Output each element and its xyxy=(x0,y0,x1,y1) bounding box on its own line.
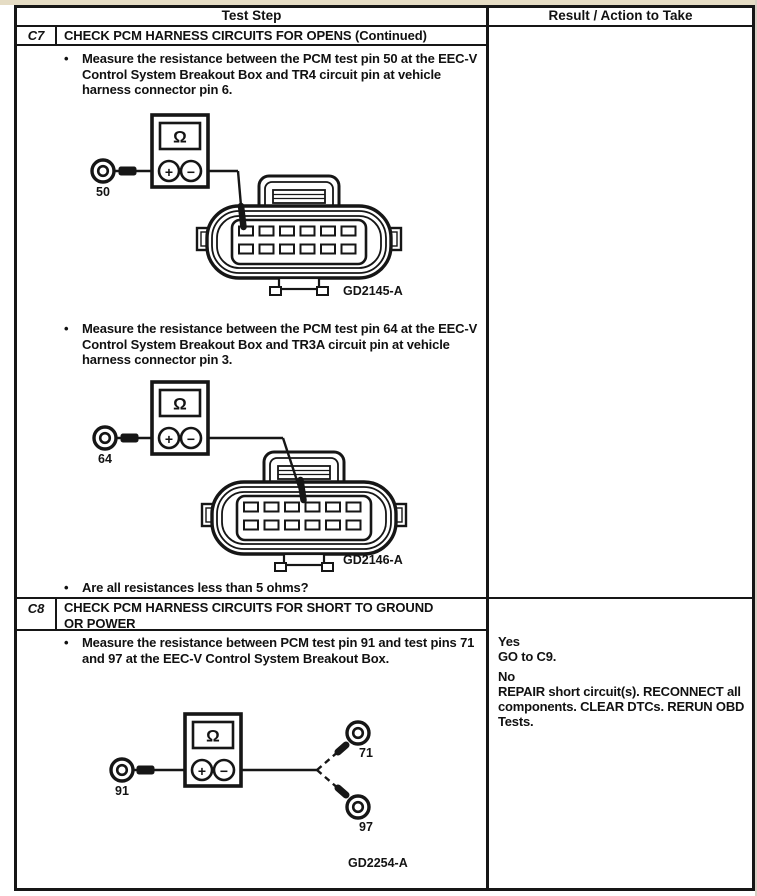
result-no-label: No xyxy=(498,669,515,684)
column-header-result-action: Result / Action to Take xyxy=(548,8,693,23)
ring-terminal-icon xyxy=(347,722,369,744)
ring-terminal-icon xyxy=(111,759,133,781)
result-yes-label: Yes xyxy=(498,634,520,649)
bullet-marker: • xyxy=(64,635,69,650)
pin-label-91: 91 xyxy=(115,784,129,798)
figure-gd2145 xyxy=(75,112,465,302)
pin-label-50: 50 xyxy=(96,185,110,199)
probe-handle xyxy=(121,434,138,442)
ring-terminal-icon xyxy=(94,427,116,449)
probe-tip xyxy=(301,480,304,500)
step-c7-bullet-1: Measure the resistance between the PCM test pin 50 at the EEC-V Control System Breakout Box and TR4 circuit pin at vehicle harness connector pin 6. xyxy=(82,51,478,97)
multimeter-icon xyxy=(152,382,208,454)
figure-id-label: GD2254-A xyxy=(348,856,408,870)
figure-gd2146 xyxy=(75,380,465,572)
probe-handle xyxy=(137,766,154,774)
table-border-bottom xyxy=(14,888,755,891)
pin-label-97: 97 xyxy=(359,820,373,834)
column-divider xyxy=(486,5,489,891)
probe-tip xyxy=(241,206,244,227)
figure-id-label: GD2146-A xyxy=(343,553,403,567)
figure-id-label: GD2145-A xyxy=(343,284,403,298)
step-c8-id: C8 xyxy=(27,601,45,616)
column-header-test-step: Test Step xyxy=(221,8,282,23)
step-c7-title: CHECK PCM HARNESS CIRCUITS FOR OPENS (Continued) xyxy=(64,28,427,43)
pin-label-64: 64 xyxy=(98,452,112,466)
step-c8-id-divider xyxy=(55,597,57,631)
bullet-marker: • xyxy=(64,321,69,336)
harness-connector-icon xyxy=(197,176,401,295)
step-c8-top-border xyxy=(14,597,755,599)
table-border-left xyxy=(14,5,17,891)
pin-label-71: 71 xyxy=(359,746,373,760)
figure-gd2254 xyxy=(75,705,465,877)
header-underline xyxy=(14,25,755,27)
multimeter-icon xyxy=(185,714,241,786)
step-c8-result-cell xyxy=(498,634,754,729)
bullet-marker: • xyxy=(64,580,69,595)
ring-terminal-icon xyxy=(92,160,114,182)
step-c8-bullet-1: Measure the resistance between PCM test pin 91 and test pins 71 and 97 at the EEC-V Control System Breakout Box. xyxy=(82,635,475,666)
step-c8-title: CHECK PCM HARNESS CIRCUITS FOR SHORT TO GROUND OR POWER xyxy=(64,600,434,631)
probe-tip-lower xyxy=(338,788,346,795)
result-yes-action: GO to C9. xyxy=(498,649,557,664)
table-border-right xyxy=(752,5,755,891)
probe-handle xyxy=(119,167,136,175)
bullet-marker: • xyxy=(64,51,69,66)
result-no-action: REPAIR short circuit(s). RECONNECT all components. CLEAR DTCs. RERUN OBD Tests. xyxy=(498,684,745,729)
probe-tip-upper xyxy=(338,745,346,752)
step-c7-bullet-2: Measure the resistance between the PCM test pin 64 at the EEC-V Control System Breakout Box and TR3A circuit pin at vehicle harness connector pin 3. xyxy=(82,321,478,367)
multimeter-icon xyxy=(152,115,208,187)
step-c7-bullet-3: Are all resistances less than 5 ohms? xyxy=(82,580,309,595)
step-c7-id-divider xyxy=(55,25,57,46)
ring-terminal-icon xyxy=(347,796,369,818)
step-c7-title-underline xyxy=(14,44,489,46)
step-c7-id: C7 xyxy=(27,28,45,43)
